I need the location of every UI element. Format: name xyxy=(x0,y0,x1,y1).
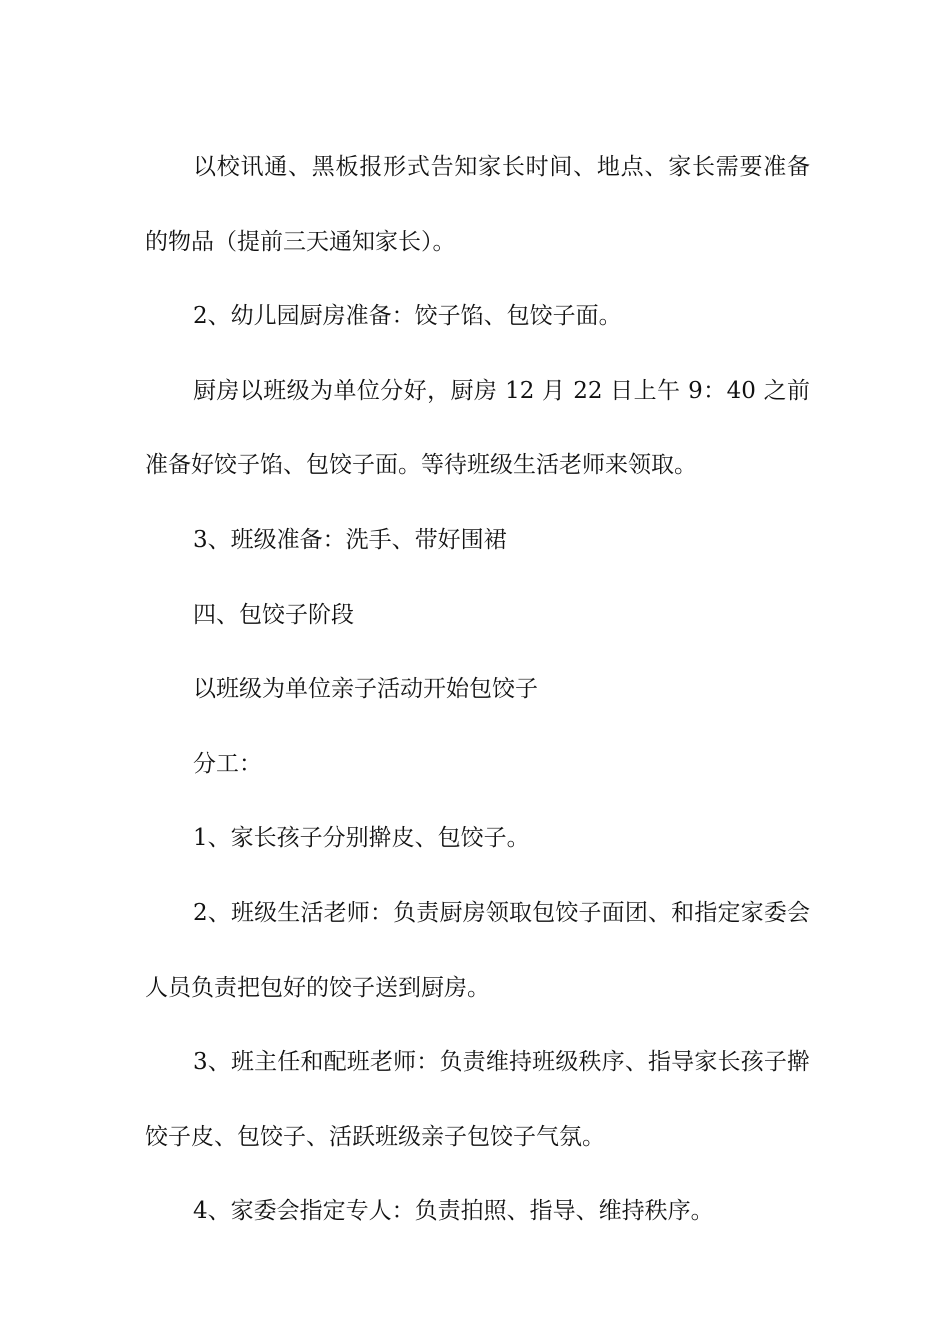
paragraph-kitchen-prep: 2、幼儿园厨房准备：饺子馅、包饺子面。 xyxy=(193,303,622,330)
list-item-life-teacher: 2、班级生活老师：负责厨房领取包饺子面团、和指定家委会人员负责把包好的饺子送到厨房。 xyxy=(145,899,810,1001)
list-item-parent-committee: 4、家委会指定专人：负责拍照、指导、维持秩序。 xyxy=(193,1198,714,1225)
document-body xyxy=(145,130,810,1249)
paragraph-activity-start: 以班级为单位亲子活动开始包饺子 xyxy=(193,676,538,703)
paragraph-kitchen-details: 厨房以班级为单位分好，厨房 12 月 22 日上午 9：40 之前准备好饺子馅、包饺子面。等待班级生活老师来领取。 xyxy=(145,377,810,479)
paragraph-class-prep: 3、班级准备：洗手、带好围裙 xyxy=(193,526,507,553)
paragraph-notice-parents: 以校讯通、黑板报形式告知家长时间、地点、家长需要准备的物品（提前三天通知家长）。 xyxy=(145,154,810,255)
paragraph-division-label: 分工： xyxy=(193,750,262,777)
section-heading-dumpling-stage: 四、包饺子阶段 xyxy=(193,601,354,628)
list-item-head-teacher: 3、班主任和配班老师：负责维持班级秩序、指导家长孩子擀饺子皮、包饺子、活跃班级亲子包饺子气氛。 xyxy=(145,1049,810,1150)
list-item-parents-children: 1、家长孩子分别擀皮、包饺子。 xyxy=(193,825,530,852)
